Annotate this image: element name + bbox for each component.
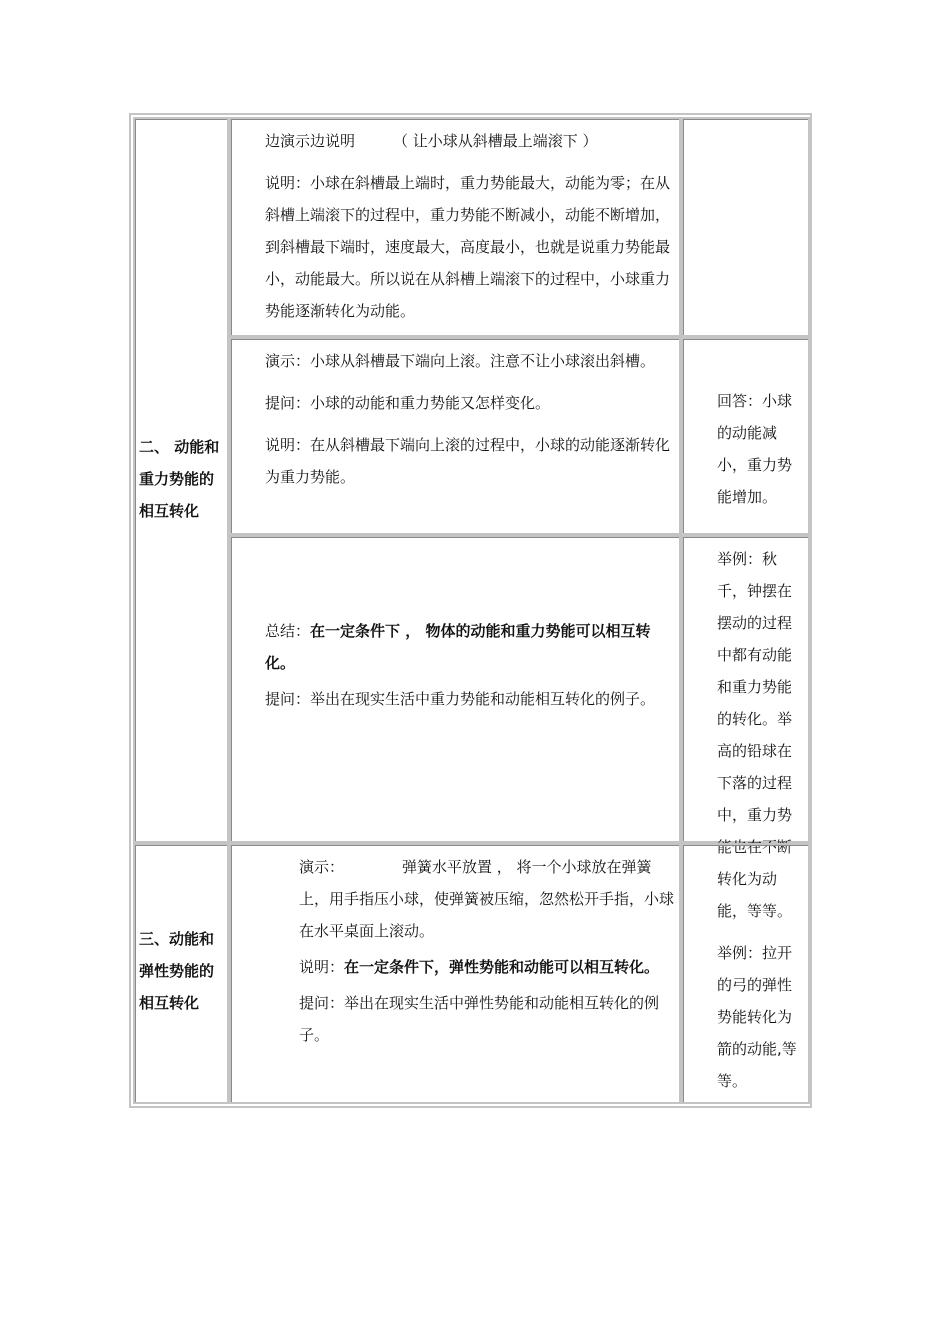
explain-paragraph: 说明：小球在斜槽最上端时，重力势能最大，动能为零；在从斜槽上端滚下的过程中，重力势能不断减小，动能不断增加，到斜槽最下端时，速度最大，高度最小，也就是说重力势能最小，动能最大。所以说在从斜槽上端滚下的过程中，小球重力势能逐渐转化为动能。	[265, 174, 671, 320]
answer-text: 举例：秋千，钟摆在摆动的过程中都有动能和重力势能的转化。举高的铅球在下落的过程中，重力势能也在不断转化为动能，等等。	[717, 550, 793, 920]
explain-paragraph	[233, 951, 675, 983]
summary-label: 总结：	[265, 622, 311, 640]
content-cell-2-2	[229, 337, 681, 535]
demo-line	[233, 125, 675, 157]
content-text	[233, 345, 675, 493]
answer-text: 举例：拉开的弓的弹性势能转化为箭的动能,等等。	[717, 944, 797, 1090]
content-cell-2-1	[229, 117, 681, 337]
demo-paragraph: 演示：小球从斜槽最下端向上滚。注意不让小球滚出斜槽。	[265, 352, 656, 370]
section-title-cell-3	[133, 843, 229, 1104]
content-text	[233, 125, 675, 327]
question-paragraph: 提问：小球的动能和重力势能又怎样变化。	[265, 394, 551, 412]
answer-cell-2-2	[681, 337, 810, 535]
explain-paragraph: 说明：在从斜槽最下端向上滚的过程中，小球的动能逐渐转化为重力势能。	[265, 436, 671, 486]
demo-text: 弹簧水平放置 ， 将一个小球放在弹簧上，用手指压小球，使弹簧被压缩，忽然松开手指，小球在水平桌面上滚动。	[299, 858, 675, 940]
explain-label: 说明：	[299, 958, 345, 976]
demo-paragraph	[233, 851, 675, 947]
answer-cell-2-3	[681, 535, 810, 920]
content-cell-2-3	[229, 535, 681, 843]
answer-text: 回答：小球的动能减小，重力势能增加。	[717, 392, 793, 506]
answer-cell-2-1	[681, 117, 810, 337]
explain-bold: 在一定条件下，弹性势能和动能可以相互转化。	[344, 958, 660, 976]
content-cell-3-1	[229, 843, 681, 1104]
section-title-cell-2	[133, 117, 229, 843]
summary-bold: 在一定条件下 ， 物体的动能和重力势能可以相互转化。	[265, 622, 651, 672]
section-title-2: 二、 动能和重力势能的相互转化	[139, 438, 220, 520]
answer-cell-3-1	[681, 843, 810, 1104]
question-paragraph: 提问：举出在现实生活中弹性势能和动能相互转化的例子。	[299, 994, 660, 1044]
content-text	[233, 615, 675, 715]
demo-note: （ 让小球从斜槽最上端滚下 ）	[393, 132, 598, 150]
lesson-table	[129, 113, 812, 1108]
question-paragraph: 提问：举出在现实生活中重力势能和动能相互转化的例子。	[265, 690, 656, 708]
summary-paragraph	[233, 615, 675, 679]
demo-label: 边演示边说明	[265, 132, 356, 150]
demo-label: 演示：	[299, 858, 345, 876]
section-title-3: 三、动能和弹性势能的相互转化	[139, 930, 215, 1012]
content-text	[233, 851, 675, 1051]
